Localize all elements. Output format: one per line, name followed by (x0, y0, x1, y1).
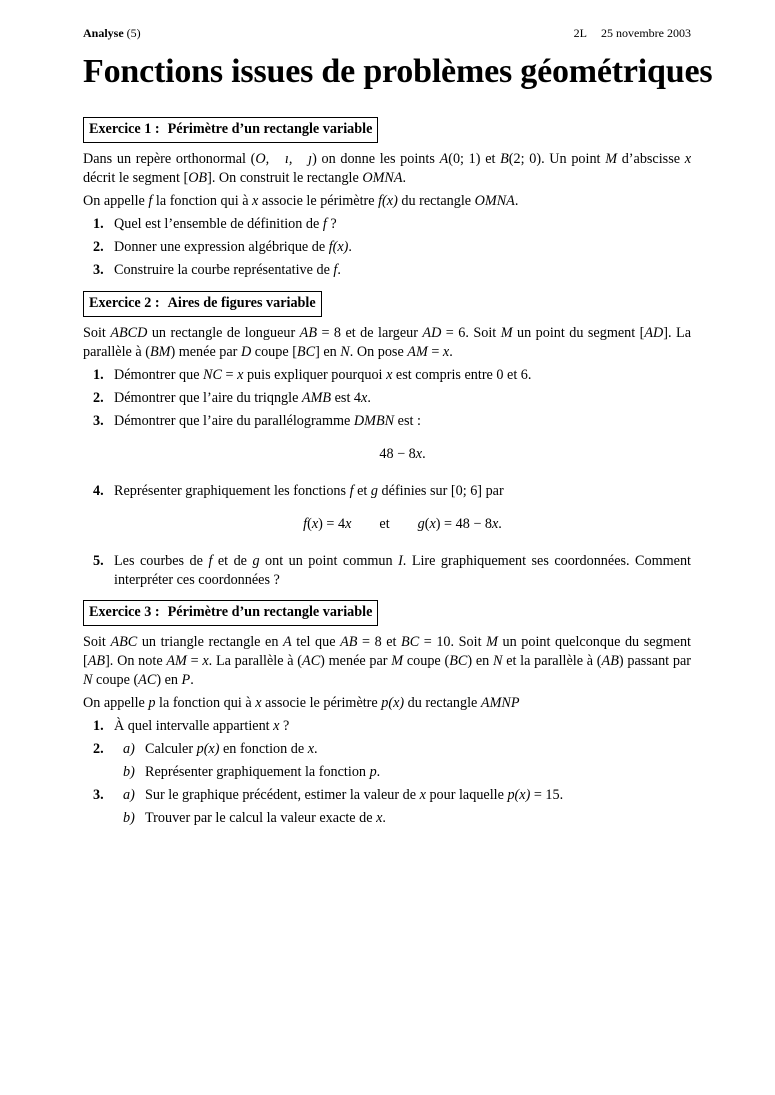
math-variable: AB (299, 325, 318, 341)
question-item: 1. À quel intervalle appartient x ? (93, 718, 290, 734)
math-variable: N (340, 344, 350, 360)
question-item: 5. Les courbes de f et de g ont un point commun I. Lire graphiquement ses coordonnées. Comment interpréter ces coordonnées ? (93, 553, 691, 588)
math-variable: AD (644, 325, 664, 341)
exercise-3 (83, 600, 691, 832)
math-variable: ABC (110, 634, 138, 650)
question-item: 2. a) Calculer p(x) en fonction de x. b) Représenter graphiquement la fonction p. (83, 740, 691, 782)
math-variable: AM (407, 344, 428, 360)
math-variable: AB (340, 634, 358, 650)
math-variable: AM (166, 653, 187, 669)
subject-label: Analyse (83, 26, 124, 40)
question-item: 3. Démontrer que l’aire du parallélogramme DMBN est : 48 − 8x. (83, 412, 691, 464)
math-variable: D (240, 344, 252, 360)
exercise-heading: Périmètre d’un rectangle variable (167, 604, 373, 620)
page-title: Fonctions issues de problèmes géométriques (83, 53, 713, 90)
question-list (83, 717, 691, 828)
exercise-intro: Soit ABC un triangle rectangle en A tel que AB = 8 et BC = 10. Soit M un point quelconque du segment [AB]. On note AM = x. La parallèle à (AC) menée par M coupe (BC) en N et la parallèle à (AB) passant par N coupe (AC) en P. (83, 634, 691, 688)
exercise-label: Exercice 2 : (89, 295, 160, 311)
math-variable: P (181, 672, 191, 688)
exercise-heading-box (83, 117, 378, 143)
sub-question: b) Représenter graphiquement la fonction p. (123, 764, 381, 780)
math-variable: p (369, 764, 377, 780)
sub-question: a) Calculer p(x) en fonction de x. (123, 741, 318, 757)
math-variable: p(x) (196, 741, 220, 757)
question-item: 1. Démontrer que NC = x puis expliquer pourquoi x est compris entre 0 et 6. (93, 367, 532, 383)
exercise-intro-2: On appelle f la fonction qui à x associe le périmètre f(x) du rectangle OMNA. (83, 193, 519, 209)
math-variable: I (398, 553, 403, 569)
question-item: 1. Quel est l’ensemble de définition de f ? (93, 216, 337, 232)
class-label: 2L (573, 26, 588, 40)
header-meta (574, 24, 691, 43)
math-variable: x (255, 695, 262, 711)
math-variable: M (391, 653, 404, 669)
math-variable: AB (87, 653, 106, 669)
math-variable: M (486, 634, 498, 650)
math-variable: BC (449, 653, 468, 669)
math-variable: f (349, 483, 354, 499)
exercise-heading-box (83, 291, 322, 317)
math-variable: AC (138, 672, 157, 688)
date-label: 25 novembre 2003 (601, 26, 691, 40)
sub-question: b) Trouver par le calcul la valeur exacte de x. (123, 810, 386, 826)
math-variable: BM (149, 344, 171, 360)
math-variable: N (492, 653, 503, 669)
math-variable: AB (601, 653, 619, 669)
math-variable: x (442, 344, 450, 360)
math-variable: AMB (301, 390, 332, 406)
math-variable: ABCD (110, 325, 148, 341)
math-variable: AD (422, 325, 442, 341)
exercise-intro: Soit ABCD un rectangle de longueur AB = 8 et de largeur AD = 6. Soit M un point du segment [AD]. La parallèle à (BM) menée par D coupe [BC] en N. On pose AM = x. (83, 325, 691, 360)
exercise-label: Exercice 3 : (89, 604, 160, 620)
math-variable: x (237, 367, 244, 383)
exercise-1 (83, 117, 691, 284)
math-variable: p (148, 695, 156, 711)
math-variable: x (273, 718, 280, 734)
question-list (83, 215, 691, 280)
math-variable: x (361, 390, 368, 406)
exercise-intro-2: On appelle p la fonction qui à x associe le périmètre p(x) du rectangle AMNP (83, 695, 520, 711)
question-item: 3. Construire la courbe représentative de f. (93, 262, 341, 278)
question-list (83, 366, 691, 590)
math-variable: p(x) (381, 695, 405, 711)
math-variable: x (307, 741, 315, 757)
exercise-label: Exercice 1 : (89, 121, 160, 137)
chapter-number: (5) (126, 26, 141, 40)
header-subject (83, 24, 141, 43)
question-item: 4. Représenter graphiquement les fonctions f et g définies sur [0; 6] par f(x) = 4x et g(x) = 48 − 8x. (83, 482, 691, 534)
question-item: 2. Donner une expression algébrique de f(x). (93, 239, 352, 255)
sub-question: a) Sur le graphique précédent, estimer la valeur de x pour laquelle p(x) = 15. (123, 787, 564, 803)
math-variable: N (83, 672, 93, 688)
display-formula: f(x) = 4x et g(x) = 48 − 8x. (303, 516, 502, 532)
math-variable: g (252, 553, 260, 569)
display-formula: 48 − 8x. (379, 446, 426, 462)
math-variable: DMBN (353, 413, 395, 429)
math-variable: x (386, 367, 393, 383)
exercise-heading-box (83, 600, 378, 626)
exercise-intro: Dans un repère orthonormal (O, ⃗ı, ⃗ȷ) on donne les points A(0; 1) et B(2; 0). Un point M d’abscisse x décrit le segment [OB]. On construit le rectangle OMNA. (83, 151, 692, 186)
math-variable: AC (302, 653, 321, 669)
math-variable: BC (296, 344, 316, 360)
math-variable: f (208, 553, 213, 569)
math-variable: x (419, 787, 426, 803)
math-variable: x (376, 810, 383, 826)
math-variable: p(x) (507, 787, 531, 803)
math-variable: x (202, 653, 209, 669)
math-variable: A (283, 634, 292, 650)
math-variable: g (370, 483, 378, 499)
math-variable: NC (203, 367, 222, 383)
question-item: 2. Démontrer que l’aire du triqngle AMB est 4x. (93, 390, 371, 406)
question-item: 3. a) Sur le graphique précédent, estimer la valeur de x pour laquelle p(x) = 15. b) Trouver par le calcul la valeur exacte de x. (83, 786, 691, 828)
exercise-2 (83, 291, 691, 594)
page-header (83, 24, 691, 42)
math-variable: BC (401, 634, 420, 650)
math-variable: AMNP (480, 695, 520, 711)
exercise-heading: Aires de figures variable (167, 295, 316, 311)
math-variable: M (500, 325, 513, 341)
exercise-heading: Périmètre d’un rectangle variable (167, 121, 373, 137)
